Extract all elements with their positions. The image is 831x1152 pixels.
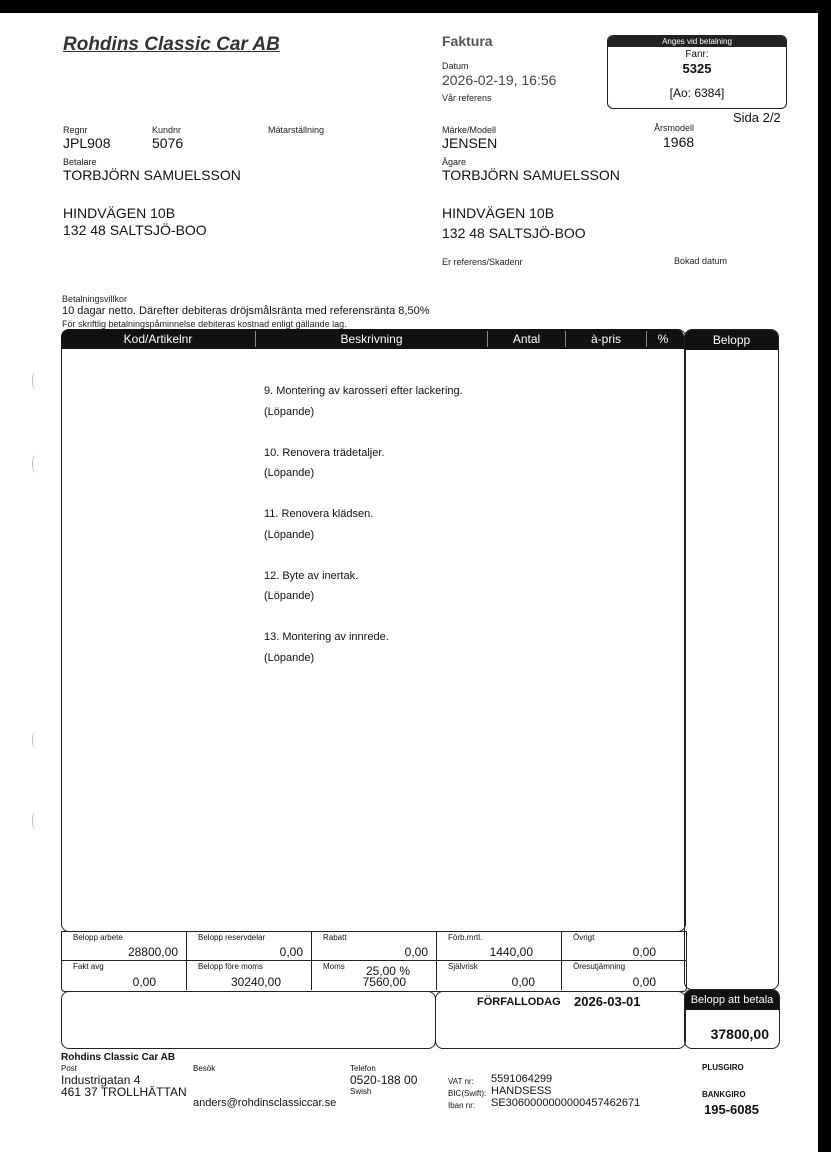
marke-modell-value: JENSEN (442, 135, 498, 151)
forfallodag-label: FÖRFALLODAG (477, 996, 561, 1008)
footer-street: Industrigatan 4 (61, 1073, 141, 1087)
footer-bic-label: BIC(Swift): (448, 1089, 487, 1098)
footer-company: Rohdins Classic Car AB (61, 1052, 176, 1063)
belopp-reservdelar-value: 0,00 (279, 945, 303, 959)
betalare-label: Betalare (63, 157, 97, 167)
datum-value: 2026-02-19, 16:56 (442, 72, 557, 88)
rabatt-label: Rabatt (323, 933, 347, 942)
bokad-datum-label: Bokad datum (674, 256, 728, 266)
regnr-label: Regnr (63, 125, 88, 135)
betalningsvillkor-label: Betalningsvillkor (62, 294, 128, 304)
agare-city: 132 48 SALTSJÖ-BOO (442, 225, 586, 241)
footer-plusgiro-label: PLUSGIRO (702, 1063, 744, 1072)
rabatt-value: 0,00 (404, 945, 428, 959)
footer-city: 461 37 TROLLHÄTTAN (61, 1085, 187, 1099)
footer-iban: SE3060000000000457462671 (491, 1097, 641, 1109)
scan-top-border (0, 0, 831, 13)
punch-hole-mark (32, 455, 39, 473)
footer-telefon: 0520-188 00 (350, 1073, 418, 1087)
belopp-reservdelar-label: Belopp reservdelar (198, 933, 266, 942)
sjalvrisk-value: 0,00 (511, 975, 535, 989)
item-line: 11. Renovera klädsen. (264, 508, 374, 520)
ovrigt-value: 0,00 (632, 945, 656, 959)
fore-moms-label: Belopp före moms (198, 962, 263, 971)
item-line: (Löpande) (264, 467, 315, 479)
col-beskrivning: Beskrivning (340, 332, 403, 346)
ao-value: [Ao: 6384] (669, 86, 725, 100)
notes-box (61, 991, 436, 1049)
col-procent: % (657, 332, 669, 346)
agare-label: Ägare (442, 157, 467, 167)
footer-iban-label: Iban nr: (448, 1101, 476, 1110)
item-line: 10. Renovera trädetaljer. (264, 447, 385, 459)
payment-box-header: Anges vid betalning (608, 36, 786, 47)
belopp-arbete-value: 28800,00 (127, 945, 178, 959)
fakt-avg-value: 0,00 (132, 975, 156, 989)
fanr-label: Fanr: (685, 49, 709, 60)
belopp-att-betala-value: 37800,00 (710, 1026, 769, 1042)
kundnr-label: Kundnr (152, 125, 182, 135)
footer-vat-label: VAT nr: (448, 1077, 474, 1086)
punch-hole-mark (32, 812, 39, 830)
var-referens-label: Vår referens (442, 93, 492, 103)
footer-bankgiro-label: BANKGIRO (702, 1090, 746, 1099)
moms-label: Moms (323, 962, 345, 971)
ovrigt-label: Övrigt (573, 933, 595, 942)
col-a-pris: à-pris (590, 332, 621, 346)
page-number: Sida 2/2 (733, 110, 781, 125)
forfallodag-value: 2026-03-01 (574, 994, 641, 1009)
summary-cell (437, 932, 562, 961)
agare-name: TORBJÖRN SAMUELSSON (442, 167, 620, 183)
footer-telefon-label: Telefon (350, 1064, 376, 1073)
due-date-box (435, 991, 686, 1049)
payment-reference-box (607, 35, 787, 109)
arsmodell-label: Årsmodell (654, 123, 695, 133)
item-line: 9. Montering av karosseri efter lackering. (264, 385, 463, 397)
agare-street: HINDVÄGEN 10B (442, 205, 555, 221)
col-belopp: Belopp (685, 330, 778, 350)
summary-cell (187, 932, 312, 961)
belopp-att-betala-box (684, 989, 780, 1049)
item-line: (Löpande) (264, 406, 315, 418)
marke-modell-label: Märke/Modell (442, 125, 497, 135)
betalare-city: 132 48 SALTSJÖ-BOO (63, 222, 207, 238)
summary-cell (62, 932, 187, 961)
col-antal: Antal (512, 332, 541, 346)
summary-cell (437, 961, 562, 990)
regnr-value: JPL908 (63, 135, 111, 151)
item-line: (Löpande) (264, 590, 315, 602)
belopp-column (684, 329, 779, 990)
forb-label: Förb.mrtl. (448, 933, 483, 942)
summary-cell (562, 961, 686, 990)
scan-right-border (818, 0, 831, 1152)
col-kod: Kod/Artikelnr (123, 332, 193, 346)
footer-vat: 5591064299 (491, 1073, 553, 1085)
betalare-street: HINDVÄGEN 10B (63, 205, 176, 221)
oresutjamning-value: 0,00 (632, 975, 656, 989)
betalare-name: TORBJÖRN SAMUELSSON (63, 167, 241, 183)
moms-value: 7560,00 (362, 975, 406, 989)
item-line: (Löpande) (264, 529, 315, 541)
footer-besok-label: Besök (193, 1064, 216, 1073)
summary-cell (62, 961, 187, 990)
punch-hole-mark (32, 731, 39, 749)
kundnr-value: 5076 (152, 135, 184, 151)
footer-email: anders@rohdinsclassiccar.se (193, 1097, 337, 1109)
arsmodell-value: 1968 (663, 134, 695, 150)
matarstallning-label: Mätarställning (268, 125, 325, 135)
belopp-arbete-label: Belopp arbete (73, 933, 123, 942)
footer-post-label: Post (61, 1064, 78, 1073)
forb-value: 1440,00 (489, 945, 533, 959)
datum-label: Datum (442, 61, 469, 71)
item-line: (Löpande) (264, 652, 315, 664)
moms-percent: 25,00 % (365, 964, 410, 978)
footer-bic: HANDSESS (491, 1085, 552, 1097)
summary-cell (562, 932, 686, 961)
item-line: 13. Montering av innrede. (264, 631, 389, 643)
sjalvrisk-label: Självrisk (448, 962, 478, 971)
summary-cell (187, 961, 312, 990)
er-referens-label: Er referens/Skadenr (442, 257, 523, 267)
fanr-value: 5325 (682, 61, 712, 76)
fakt-avg-label: Fakt avg (73, 962, 104, 971)
footer-bankgiro: 195-6085 (704, 1102, 759, 1117)
document-title: Faktura (442, 33, 493, 49)
summary-grid (61, 931, 687, 992)
belopp-att-betala-label: Belopp att betala (685, 990, 779, 1010)
item-line: 12. Byte av inertak. (264, 570, 359, 582)
summary-cell (312, 961, 437, 990)
footer-swish-label: Swish (350, 1087, 372, 1096)
oresutjamning-label: Öresutjämning (573, 962, 626, 971)
paminnelse-text: För skriftlig betalningspåminnelse debiteras kostnad enligt gällande lag. (62, 319, 347, 329)
punch-hole-mark (32, 372, 39, 390)
company-name: Rohdins Classic Car AB (63, 34, 280, 55)
betalningsvillkor-text: 10 dagar netto. Därefter debiteras dröjsmålsränta med referensränta 8,50% (62, 305, 430, 317)
summary-cell (312, 932, 437, 961)
fore-moms-value: 30240,00 (230, 975, 281, 989)
